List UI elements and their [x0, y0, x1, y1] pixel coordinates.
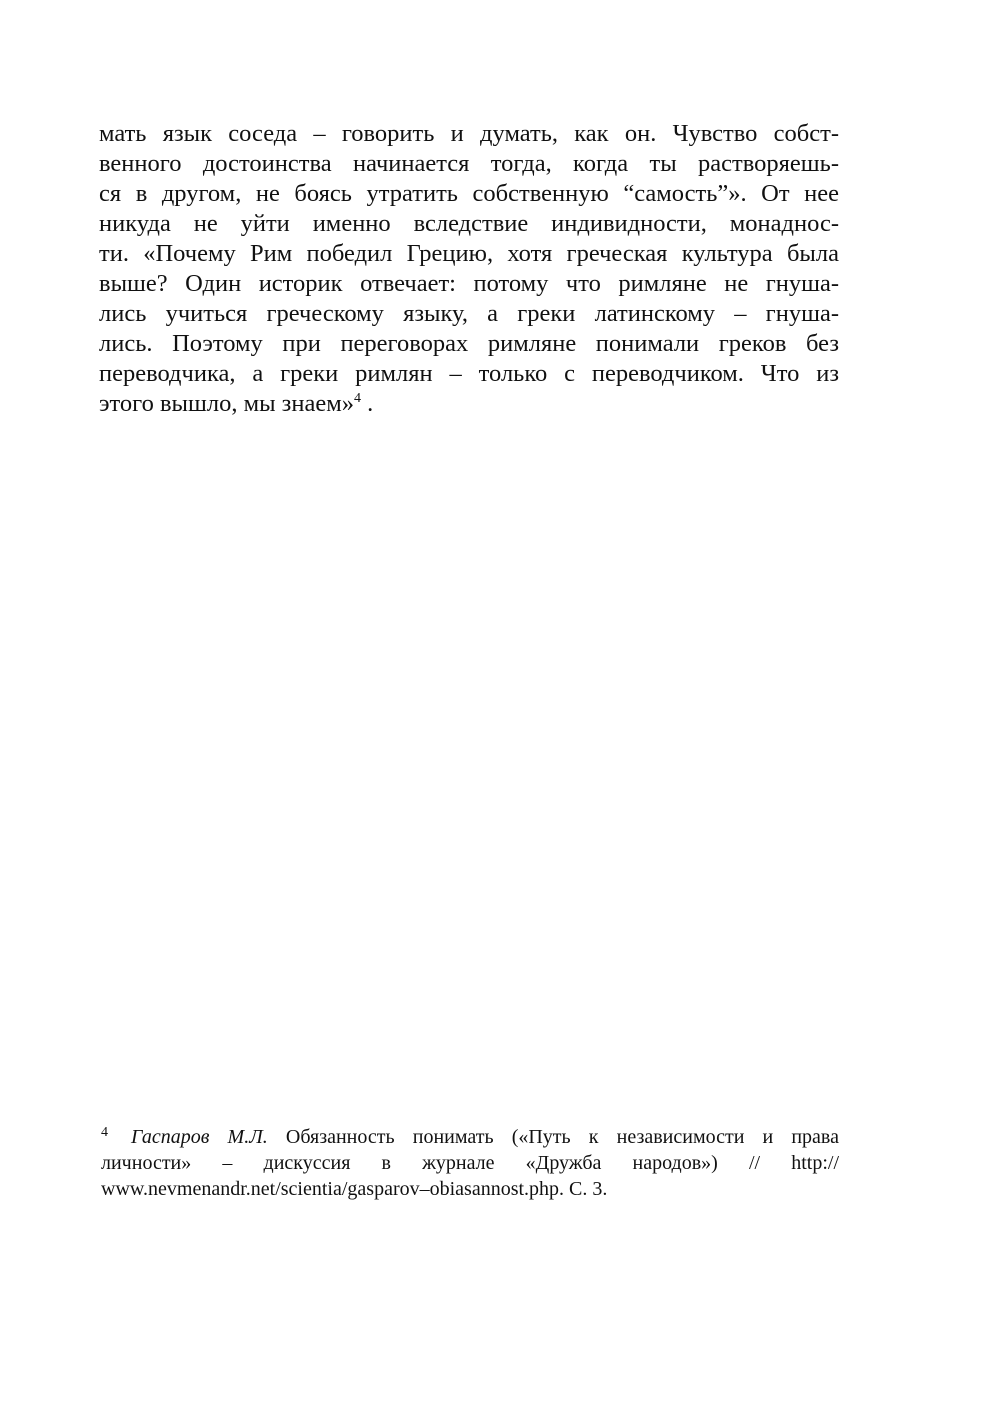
- footnote-line: [131, 1124, 839, 1150]
- footnote-number: 4: [101, 1125, 108, 1140]
- text-line-content: этого вышло, мы знаем»: [99, 390, 354, 417]
- footnote-title: Обязанность понимать («Путь к независимости и права: [267, 1126, 839, 1148]
- footnote-body: [101, 1124, 839, 1202]
- footnote-author: Гаспаров М.Л.: [131, 1126, 268, 1148]
- footnote-line: личности» – дискуссия в журнале «Дружба народов») // http://: [101, 1152, 839, 1174]
- body-text: [99, 119, 839, 419]
- text-line: ся в другом, не боясь утратить собственную “самость”». От нее: [99, 180, 839, 207]
- text-line: лись учиться греческому языку, а греки латинскому – гнуша-: [99, 300, 839, 327]
- text-line: переводчика, а греки римлян – только с переводчиком. Что из: [99, 360, 839, 387]
- text-line: ти. «Почему Рим победил Грецию, хотя греческая культура была: [99, 240, 839, 267]
- text-line: выше? Один историк отвечает: потому что римляне не гнуша-: [99, 270, 839, 297]
- end-punctuation: .: [367, 390, 374, 417]
- footnote-reference: 4: [353, 391, 361, 406]
- text-line: мать язык соседа – говорить и думать, как он. Чувство собст-: [99, 120, 839, 147]
- text-line-last: [99, 389, 839, 419]
- text-line: никуда не уйти именно вследствие индивидности, монаднос-: [99, 210, 839, 237]
- footnote-line: www.nevmenandr.net/scientia/gasparov–obiasannost.php. С. 3.: [101, 1178, 608, 1200]
- text-line: венного достоинства начинается тогда, когда ты растворяешь-: [99, 150, 839, 177]
- text-line: лись. Поэтому при переговорах римляне понимали греков без: [99, 330, 839, 357]
